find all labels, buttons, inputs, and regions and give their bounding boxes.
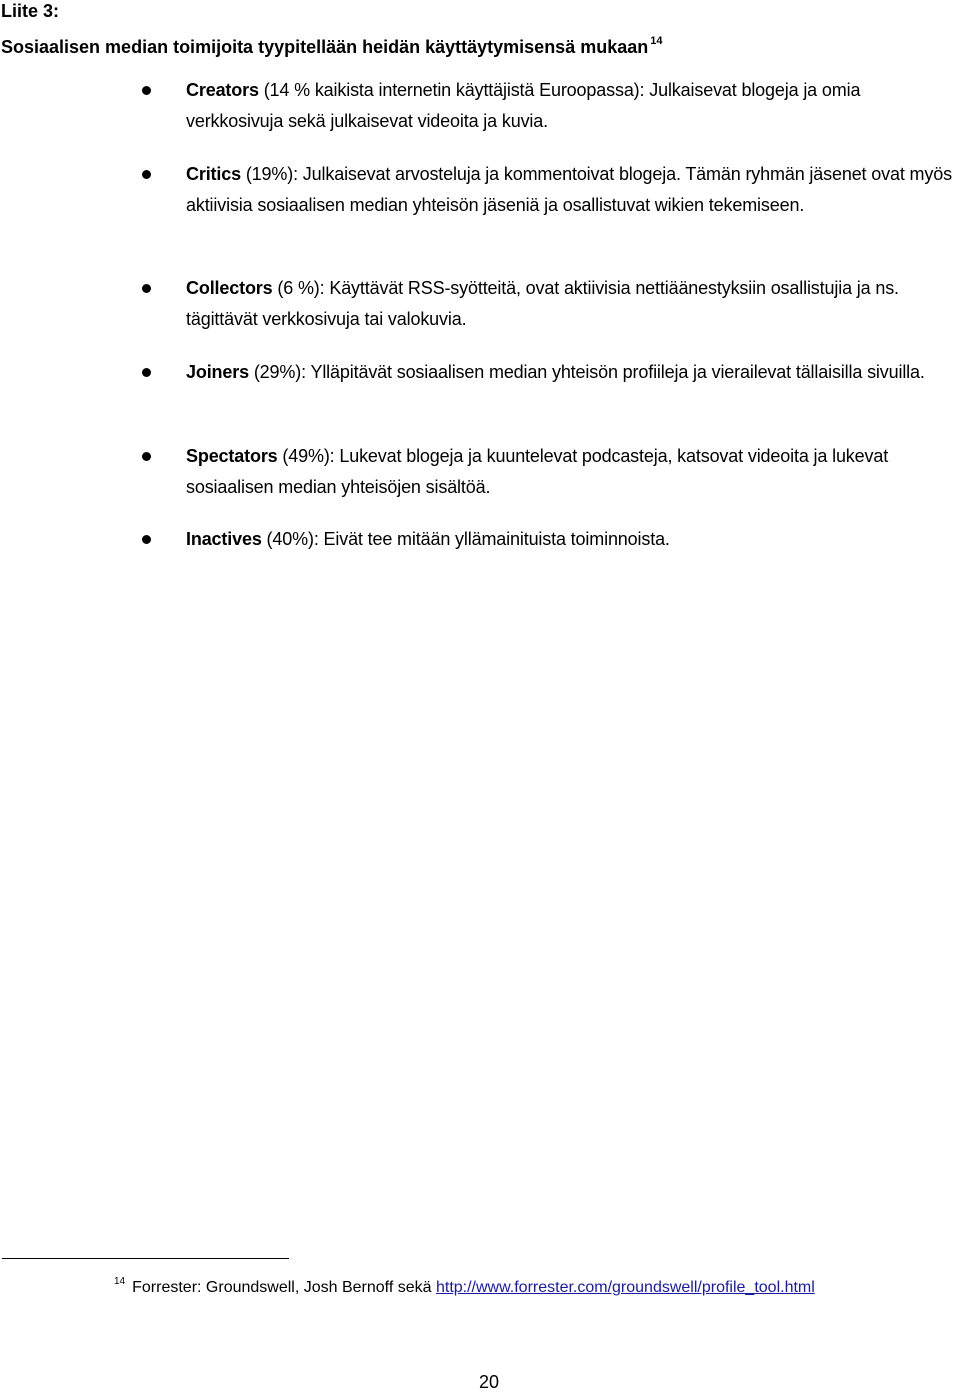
bullet-icon (142, 86, 151, 95)
bullet-icon (142, 452, 151, 461)
user-type-term: Inactives (186, 529, 262, 549)
bullet-icon (142, 170, 151, 179)
footnote-reference[interactable]: 14 (650, 35, 663, 47)
bullet-icon (142, 535, 151, 544)
user-type-description: (29%): Ylläpitävät sosiaalisen median yhteisön profiileja ja vierailevat tällaisilla sivuilla. (248, 362, 925, 382)
list-item (186, 159, 958, 221)
user-type-term: Collectors (186, 278, 273, 298)
bullet-icon (142, 284, 151, 293)
user-type-description: (49%): Lukevat blogeja ja kuuntelevat podcasteja, katsovat videoita ja lukevat sosiaalisen median yhteisöjen sisältöä. (186, 446, 889, 497)
user-type-description: (19%): Julkaisevat arvosteluja ja kommentoivat blogeja. Tämän ryhmän jäsenet ovat myös aktiivisia sosiaalisen median yhteisön jäseniä ja osallistuvat wikien tekemiseen. (186, 164, 952, 215)
footnote (114, 1271, 815, 1299)
user-type-description: (6 %): Käyttävät RSS-syötteitä, ovat aktiivisia nettiäänestyksiin osallistujia ja ns. tägittävät verkkosivuja tai valokuvia. (186, 278, 899, 329)
user-type-term: Critics (186, 164, 241, 184)
footnote-text: Forrester: Groundswell, Josh Bernoff sekä (132, 1279, 436, 1296)
user-type-description: (40%): Eivät tee mitään yllämainituista toiminnoista. (261, 529, 670, 549)
section-heading (1, 30, 663, 58)
bullet-icon (142, 368, 151, 377)
page-number: 20 (478, 1372, 500, 1392)
footnote-link[interactable]: http://www.forrester.com/groundswell/profile_tool.html (435, 1279, 815, 1296)
user-type-description: (14 % kaikista internetin käyttäjistä Euroopassa): Julkaisevat blogeja ja omia verkkosivuja sekä julkaisevat videoita ja kuvia. (186, 80, 861, 131)
footnote-number: 14 (114, 1276, 126, 1287)
user-type-term: Creators (186, 80, 259, 100)
list-item (186, 441, 958, 503)
footnote-separator (2, 1258, 289, 1259)
user-type-term: Spectators (186, 446, 278, 466)
list-item (186, 75, 958, 137)
appendix-label: Liite 3: (1, 1, 60, 21)
user-type-term: Joiners (186, 362, 249, 382)
list-item (186, 524, 958, 555)
list-item (186, 273, 958, 335)
list-item (186, 357, 958, 388)
heading-text: Sosiaalisen median toimijoita tyypitellään heidän käyttäytymisensä mukaan (1, 37, 649, 57)
